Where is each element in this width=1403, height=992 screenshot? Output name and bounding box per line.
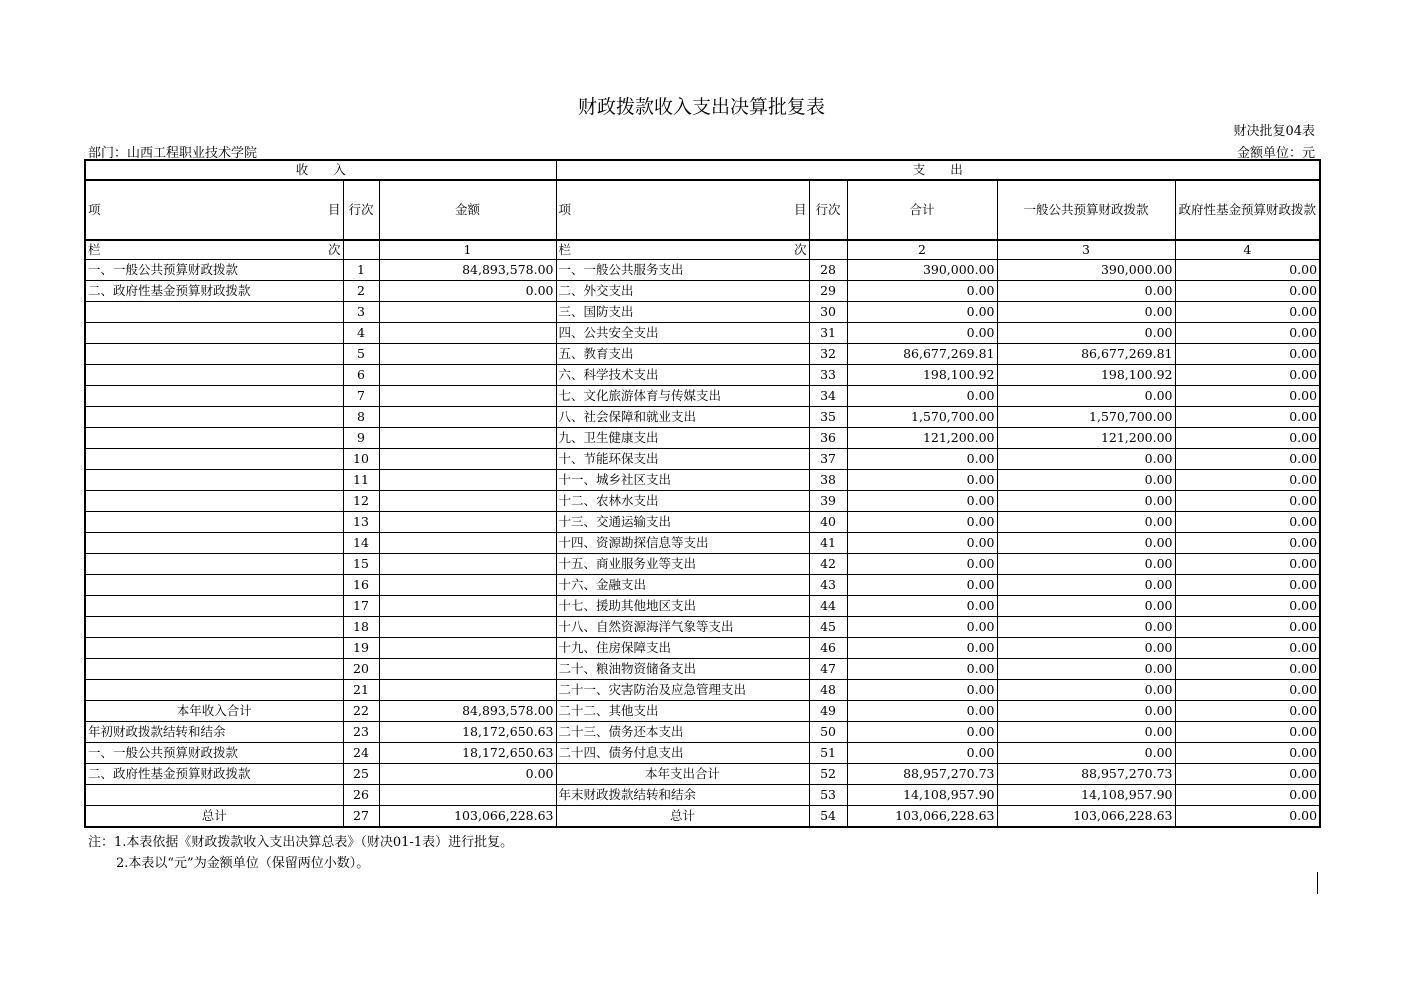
fund-budget-cell: 0.00 (1175, 260, 1320, 281)
expense-row-no-cell: 39 (809, 491, 847, 512)
income-item-cell (85, 575, 343, 596)
income-row-no-cell: 8 (343, 407, 379, 428)
total-cell: 88,957,270.73 (847, 764, 997, 785)
income-row-no-cell: 7 (343, 386, 379, 407)
income-amount-cell (379, 533, 556, 554)
income-lan-ci: 栏 次 (85, 240, 343, 260)
total-cell: 14,108,957.90 (847, 785, 997, 806)
col-number-2: 2 (847, 240, 997, 260)
total-cell: 0.00 (847, 302, 997, 323)
expense-item-cell: 一、一般公共服务支出 (556, 260, 809, 281)
income-row-no-header: 行次 (343, 180, 379, 240)
expense-item-cell: 二十三、债务还本支出 (556, 722, 809, 743)
general-budget-cell: 0.00 (997, 386, 1175, 407)
expense-row-no-cell: 32 (809, 344, 847, 365)
expense-row-no-cell: 36 (809, 428, 847, 449)
fund-budget-cell: 0.00 (1175, 743, 1320, 764)
expense-row-no-cell: 52 (809, 764, 847, 785)
income-row-no-cell: 22 (343, 701, 379, 722)
income-item-cell (85, 470, 343, 491)
general-budget-cell: 0.00 (997, 680, 1175, 701)
fund-budget-cell: 0.00 (1175, 575, 1320, 596)
expense-row-no-cell: 41 (809, 533, 847, 554)
total-cell: 0.00 (847, 743, 997, 764)
fund-budget-cell: 0.00 (1175, 407, 1320, 428)
expense-item-cell: 二十四、债务付息支出 (556, 743, 809, 764)
income-item-cell (85, 533, 343, 554)
income-amount-cell (379, 554, 556, 575)
fund-budget-cell: 0.00 (1175, 386, 1320, 407)
income-item-cell (85, 449, 343, 470)
fund-budget-cell: 0.00 (1175, 323, 1320, 344)
table-row (85, 491, 1320, 512)
expense-item-cell: 十三、交通运输支出 (556, 512, 809, 533)
expense-row-no-cell: 31 (809, 323, 847, 344)
income-row-no-cell: 24 (343, 743, 379, 764)
income-item-cell (85, 302, 343, 323)
income-amount-cell (379, 491, 556, 512)
income-amount-cell (379, 449, 556, 470)
expense-row-no-cell: 42 (809, 554, 847, 575)
expense-row-no-cell: 51 (809, 743, 847, 764)
expense-row-no-cell: 35 (809, 407, 847, 428)
income-item-header: 项 目 (85, 180, 343, 240)
fund-budget-cell: 0.00 (1175, 764, 1320, 785)
general-budget-cell: 0.00 (997, 449, 1175, 470)
column-header-row (85, 180, 1320, 240)
general-budget-cell: 0.00 (997, 596, 1175, 617)
expense-section-header: 支 出 (556, 160, 1320, 180)
income-row-no-cell: 26 (343, 785, 379, 806)
table-row (85, 407, 1320, 428)
fund-budget-cell: 0.00 (1175, 617, 1320, 638)
total-cell: 0.00 (847, 554, 997, 575)
income-amount-cell (379, 785, 556, 806)
fund-budget-cell: 0.00 (1175, 701, 1320, 722)
fund-budget-cell: 0.00 (1175, 428, 1320, 449)
expense-item-cell: 四、公共安全支出 (556, 323, 809, 344)
income-item-cell (85, 491, 343, 512)
income-item-cell: 一、一般公共预算财政拨款 (85, 743, 343, 764)
total-cell: 0.00 (847, 386, 997, 407)
table-row (85, 323, 1320, 344)
income-item-cell (85, 428, 343, 449)
total-cell: 0.00 (847, 701, 997, 722)
general-budget-cell: 0.00 (997, 575, 1175, 596)
general-budget-cell: 0.00 (997, 722, 1175, 743)
income-row-no-cell: 25 (343, 764, 379, 785)
fund-budget-cell: 0.00 (1175, 512, 1320, 533)
income-amount-cell (379, 302, 556, 323)
col-number-3: 3 (997, 240, 1175, 260)
income-amount-cell: 84,893,578.00 (379, 260, 556, 281)
amount-unit-label: 金额单位：元 (1236, 146, 1315, 161)
general-budget-cell: 0.00 (997, 638, 1175, 659)
income-item-cell: 一、一般公共预算财政拨款 (85, 260, 343, 281)
expense-row-no-cell: 50 (809, 722, 847, 743)
fund-budget-cell: 0.00 (1175, 659, 1320, 680)
income-amount-cell (379, 323, 556, 344)
expense-row-no-cell: 34 (809, 386, 847, 407)
expense-item-cell: 十八、自然资源海洋气象等支出 (556, 617, 809, 638)
income-amount-cell (379, 386, 556, 407)
expense-item-header: 项 目 (556, 180, 809, 240)
income-amount-cell (379, 344, 556, 365)
expense-row-no-cell: 40 (809, 512, 847, 533)
table-row (85, 470, 1320, 491)
income-item-cell (85, 323, 343, 344)
budget-table (84, 159, 1321, 828)
general-budget-cell: 103,066,228.63 (997, 806, 1175, 828)
total-cell: 0.00 (847, 533, 997, 554)
income-row-no-cell: 9 (343, 428, 379, 449)
total-cell: 103,066,228.63 (847, 806, 997, 828)
income-item-cell: 二、政府性基金预算财政拨款 (85, 764, 343, 785)
income-item-cell: 年初财政拨款结转和结余 (85, 722, 343, 743)
expense-row-no-cell: 33 (809, 365, 847, 386)
total-cell: 0.00 (847, 449, 997, 470)
page-title: 财政拨款收入支出决算批复表 (577, 96, 825, 118)
table-row (85, 680, 1320, 701)
expense-item-cell: 总计 (556, 806, 809, 828)
income-row-no-cell: 19 (343, 638, 379, 659)
general-budget-cell: 14,108,957.90 (997, 785, 1175, 806)
income-row-no-cell: 3 (343, 302, 379, 323)
table-row (85, 743, 1320, 764)
fund-budget-cell: 0.00 (1175, 722, 1320, 743)
expense-row-no-cell: 48 (809, 680, 847, 701)
expense-item-cell: 五、教育支出 (556, 344, 809, 365)
income-row-no-cell: 5 (343, 344, 379, 365)
income-item-cell (85, 638, 343, 659)
income-amount-cell: 18,172,650.63 (379, 722, 556, 743)
table-row (85, 365, 1320, 386)
fund-budget-cell: 0.00 (1175, 365, 1320, 386)
income-amount-cell: 0.00 (379, 281, 556, 302)
fund-budget-cell: 0.00 (1175, 596, 1320, 617)
income-item-cell (85, 617, 343, 638)
income-item-cell (85, 554, 343, 575)
income-row-no-cell: 27 (343, 806, 379, 828)
expense-row-no-header: 行次 (809, 180, 847, 240)
income-amount-header: 金额 (379, 180, 556, 240)
income-item-cell (85, 512, 343, 533)
expense-lan-ci: 栏 次 (556, 240, 809, 260)
income-row-no-cell: 20 (343, 659, 379, 680)
income-amount-cell (379, 596, 556, 617)
general-budget-header: 一般公共预算财政拨款 (997, 180, 1175, 240)
table-row (85, 638, 1320, 659)
income-amount-cell (379, 575, 556, 596)
total-cell: 0.00 (847, 638, 997, 659)
income-item-cell (85, 365, 343, 386)
expense-item-cell: 十七、援助其他地区支出 (556, 596, 809, 617)
general-budget-cell: 390,000.00 (997, 260, 1175, 281)
total-cell: 0.00 (847, 659, 997, 680)
income-item-cell (85, 680, 343, 701)
total-cell: 0.00 (847, 491, 997, 512)
table-row (85, 575, 1320, 596)
general-budget-cell: 0.00 (997, 554, 1175, 575)
total-cell: 0.00 (847, 575, 997, 596)
income-amount-cell: 18,172,650.63 (379, 743, 556, 764)
income-item-cell: 总计 (85, 806, 343, 828)
income-amount-cell (379, 638, 556, 659)
income-amount-cell (379, 407, 556, 428)
general-budget-cell: 1,570,700.00 (997, 407, 1175, 428)
table-row (85, 512, 1320, 533)
general-budget-cell: 0.00 (997, 491, 1175, 512)
income-item-cell (85, 386, 343, 407)
expense-row-no-cell: 44 (809, 596, 847, 617)
col-number-1: 1 (379, 240, 556, 260)
total-cell: 0.00 (847, 323, 997, 344)
expense-item-cell: 六、科学技术支出 (556, 365, 809, 386)
expense-item-cell: 二、外交支出 (556, 281, 809, 302)
expense-row-no-cell: 47 (809, 659, 847, 680)
department-label: 部门：山西工程职业技术学院 (88, 146, 258, 161)
expense-item-cell: 年末财政拨款结转和结余 (556, 785, 809, 806)
general-budget-cell: 0.00 (997, 512, 1175, 533)
expense-row-no-cell: 46 (809, 638, 847, 659)
expense-row-no-cell: 38 (809, 470, 847, 491)
general-budget-cell: 0.00 (997, 743, 1175, 764)
expense-row-no-cell: 28 (809, 260, 847, 281)
income-row-no-cell: 21 (343, 680, 379, 701)
general-budget-cell: 0.00 (997, 533, 1175, 554)
income-row-no-cell: 12 (343, 491, 379, 512)
expense-item-cell: 二十一、灾害防治及应急管理支出 (556, 680, 809, 701)
income-row-no-cell: 18 (343, 617, 379, 638)
expense-item-cell: 十一、城乡社区支出 (556, 470, 809, 491)
fund-budget-cell: 0.00 (1175, 491, 1320, 512)
income-item-cell (85, 659, 343, 680)
income-amount-cell (379, 365, 556, 386)
expense-row-no-cell: 49 (809, 701, 847, 722)
total-cell: 0.00 (847, 596, 997, 617)
note-2: 2.本表以“元”为金额单位（保留两位小数）。 (116, 856, 370, 871)
income-row-no-cell: 2 (343, 281, 379, 302)
total-cell: 1,570,700.00 (847, 407, 997, 428)
fund-budget-cell: 0.00 (1175, 638, 1320, 659)
income-section-header: 收 入 (85, 160, 556, 180)
income-amount-cell: 0.00 (379, 764, 556, 785)
expense-item-cell: 十五、商业服务业等支出 (556, 554, 809, 575)
total-cell: 0.00 (847, 722, 997, 743)
income-row-no-cell: 4 (343, 323, 379, 344)
income-amount-cell (379, 512, 556, 533)
fund-budget-cell: 0.00 (1175, 554, 1320, 575)
table-row (85, 386, 1320, 407)
expense-item-cell: 七、文化旅游体育与传媒支出 (556, 386, 809, 407)
fund-budget-cell: 0.00 (1175, 806, 1320, 828)
total-cell: 86,677,269.81 (847, 344, 997, 365)
income-item-cell: 本年收入合计 (85, 701, 343, 722)
income-amount-cell: 103,066,228.63 (379, 806, 556, 828)
general-budget-cell: 86,677,269.81 (997, 344, 1175, 365)
income-amount-cell (379, 659, 556, 680)
total-cell: 390,000.00 (847, 260, 997, 281)
general-budget-cell: 0.00 (997, 323, 1175, 344)
expense-row-no-cell: 53 (809, 785, 847, 806)
expense-item-cell: 本年支出合计 (556, 764, 809, 785)
income-row-no-cell: 13 (343, 512, 379, 533)
total-header: 合计 (847, 180, 997, 240)
income-row-no-cell: 10 (343, 449, 379, 470)
table-row (85, 428, 1320, 449)
table-row (85, 764, 1320, 785)
table-row (85, 302, 1320, 323)
total-cell: 0.00 (847, 617, 997, 638)
expense-item-cell: 十九、住房保障支出 (556, 638, 809, 659)
table-row (85, 533, 1320, 554)
income-amount-cell (379, 617, 556, 638)
total-cell: 198,100.92 (847, 365, 997, 386)
total-cell: 0.00 (847, 680, 997, 701)
income-row-no-cell: 16 (343, 575, 379, 596)
income-item-cell (85, 596, 343, 617)
table-row (85, 281, 1320, 302)
income-item-cell (85, 785, 343, 806)
income-item-cell (85, 407, 343, 428)
income-row-no-cell: 6 (343, 365, 379, 386)
general-budget-cell: 0.00 (997, 281, 1175, 302)
table-row (85, 722, 1320, 743)
income-item-cell: 二、政府性基金预算财政拨款 (85, 281, 343, 302)
fund-budget-cell: 0.00 (1175, 533, 1320, 554)
note-1: 注：1.本表依据《财政拨款收入支出决算总表》（财决01-1表）进行批复。 (88, 835, 514, 850)
expense-item-cell: 九、卫生健康支出 (556, 428, 809, 449)
table-row (85, 617, 1320, 638)
expense-row-no-cell: 37 (809, 449, 847, 470)
general-budget-cell: 0.00 (997, 617, 1175, 638)
column-number-row (85, 240, 1320, 260)
table-row (85, 806, 1320, 828)
fund-budget-header: 政府性基金预算财政拨款 (1175, 180, 1320, 240)
notes (88, 832, 513, 874)
table-row (85, 659, 1320, 680)
general-budget-cell: 88,957,270.73 (997, 764, 1175, 785)
expense-item-cell: 十、节能环保支出 (556, 449, 809, 470)
fund-budget-cell: 0.00 (1175, 785, 1320, 806)
total-cell: 0.00 (847, 512, 997, 533)
expense-row-no-cell: 45 (809, 617, 847, 638)
general-budget-cell: 0.00 (997, 701, 1175, 722)
table-row (85, 449, 1320, 470)
fund-budget-cell: 0.00 (1175, 302, 1320, 323)
expense-item-cell: 二十二、其他支出 (556, 701, 809, 722)
table-row (85, 701, 1320, 722)
fund-budget-cell: 0.00 (1175, 680, 1320, 701)
general-budget-cell: 0.00 (997, 470, 1175, 491)
expense-item-cell: 十二、农林水支出 (556, 491, 809, 512)
income-row-no-cell: 11 (343, 470, 379, 491)
income-amount-cell (379, 428, 556, 449)
income-row-no-cell: 23 (343, 722, 379, 743)
income-row-no-cell: 1 (343, 260, 379, 281)
income-row-no-cell: 17 (343, 596, 379, 617)
table-row (85, 554, 1320, 575)
expense-item-cell: 八、社会保障和就业支出 (556, 407, 809, 428)
expense-row-no-cell: 30 (809, 302, 847, 323)
table-row (85, 260, 1320, 281)
fund-budget-cell: 0.00 (1175, 449, 1320, 470)
table-row (85, 344, 1320, 365)
general-budget-cell: 121,200.00 (997, 428, 1175, 449)
total-cell: 121,200.00 (847, 428, 997, 449)
income-item-cell (85, 344, 343, 365)
expense-item-cell: 二十、粮油物资储备支出 (556, 659, 809, 680)
expense-item-cell: 十六、金融支出 (556, 575, 809, 596)
expense-item-cell: 三、国防支出 (556, 302, 809, 323)
general-budget-cell: 0.00 (997, 302, 1175, 323)
form-number: 财决批复04表 (1233, 124, 1315, 139)
expense-row-no-cell: 29 (809, 281, 847, 302)
table-row (85, 785, 1320, 806)
fund-budget-cell: 0.00 (1175, 344, 1320, 365)
income-amount-cell (379, 470, 556, 491)
income-row-no-cell: 15 (343, 554, 379, 575)
col-number-4: 4 (1175, 240, 1320, 260)
section-header-row (85, 160, 1320, 180)
general-budget-cell: 0.00 (997, 659, 1175, 680)
expense-row-no-cell: 54 (809, 806, 847, 828)
general-budget-cell: 198,100.92 (997, 365, 1175, 386)
total-cell: 0.00 (847, 470, 997, 491)
expense-row-no-cell: 43 (809, 575, 847, 596)
table-row (85, 596, 1320, 617)
total-cell: 0.00 (847, 281, 997, 302)
expense-item-cell: 十四、资源勘探信息等支出 (556, 533, 809, 554)
income-amount-cell: 84,893,578.00 (379, 701, 556, 722)
income-amount-cell (379, 680, 556, 701)
edge-mark (1317, 872, 1318, 894)
fund-budget-cell: 0.00 (1175, 281, 1320, 302)
fund-budget-cell: 0.00 (1175, 470, 1320, 491)
income-row-no-cell: 14 (343, 533, 379, 554)
